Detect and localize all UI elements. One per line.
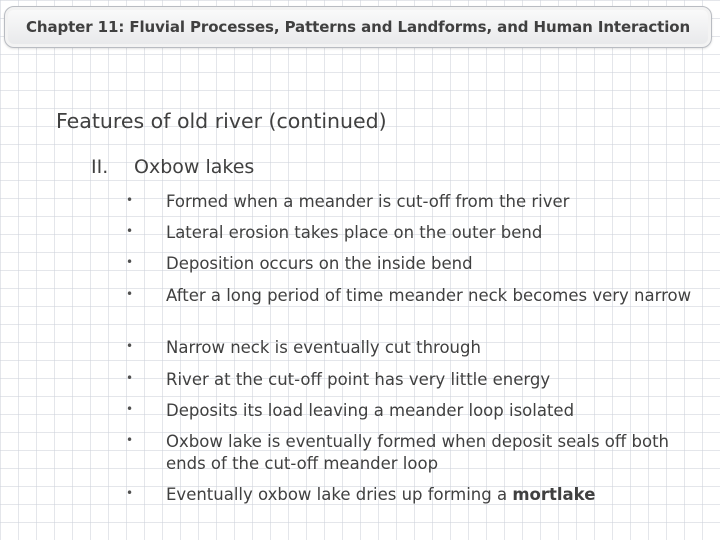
bullet-marker: • xyxy=(126,433,134,447)
bullet-marker: • xyxy=(126,371,134,385)
bullet-text-plain: Eventually oxbow lake dries up forming a xyxy=(166,485,513,504)
bullet-text: Narrow neck is eventually cut through xyxy=(166,338,481,357)
bullet-marker: • xyxy=(126,224,134,238)
chapter-title: Chapter 11: Fluvial Processes, Patterns and Landforms, and Human Interaction xyxy=(25,18,691,36)
slide-title: Features of old river (continued) xyxy=(56,109,387,133)
bullet-text: Formed when a meander is cut-off from the river xyxy=(166,192,570,211)
bullet-text: After a long period of time meander neck becomes very narrow xyxy=(166,286,692,305)
bullet-text-bold: mortlake xyxy=(512,485,596,504)
bullet-marker: • xyxy=(126,287,134,301)
bullet-text: Deposits its load leaving a meander loop isolated xyxy=(166,401,575,420)
section-numeral: II. xyxy=(91,156,109,178)
bullet-text: Lateral erosion takes place on the outer bend xyxy=(166,223,543,242)
bullet-marker: • xyxy=(126,255,134,269)
bullet-text: Oxbow lake is eventually formed when deposit seals off both ends of the cut-off meander loop xyxy=(166,432,670,473)
bullet-text: River at the cut-off point has very little energy xyxy=(166,370,551,389)
bullet-marker: • xyxy=(126,486,134,500)
bullet-marker: • xyxy=(126,193,134,207)
bullet-text xyxy=(166,484,711,506)
section-subtitle: Oxbow lakes xyxy=(134,156,255,178)
bullet-text: Deposition occurs on the inside bend xyxy=(166,254,473,273)
bullet-marker: • xyxy=(126,339,134,353)
bullet-marker: • xyxy=(126,402,134,416)
